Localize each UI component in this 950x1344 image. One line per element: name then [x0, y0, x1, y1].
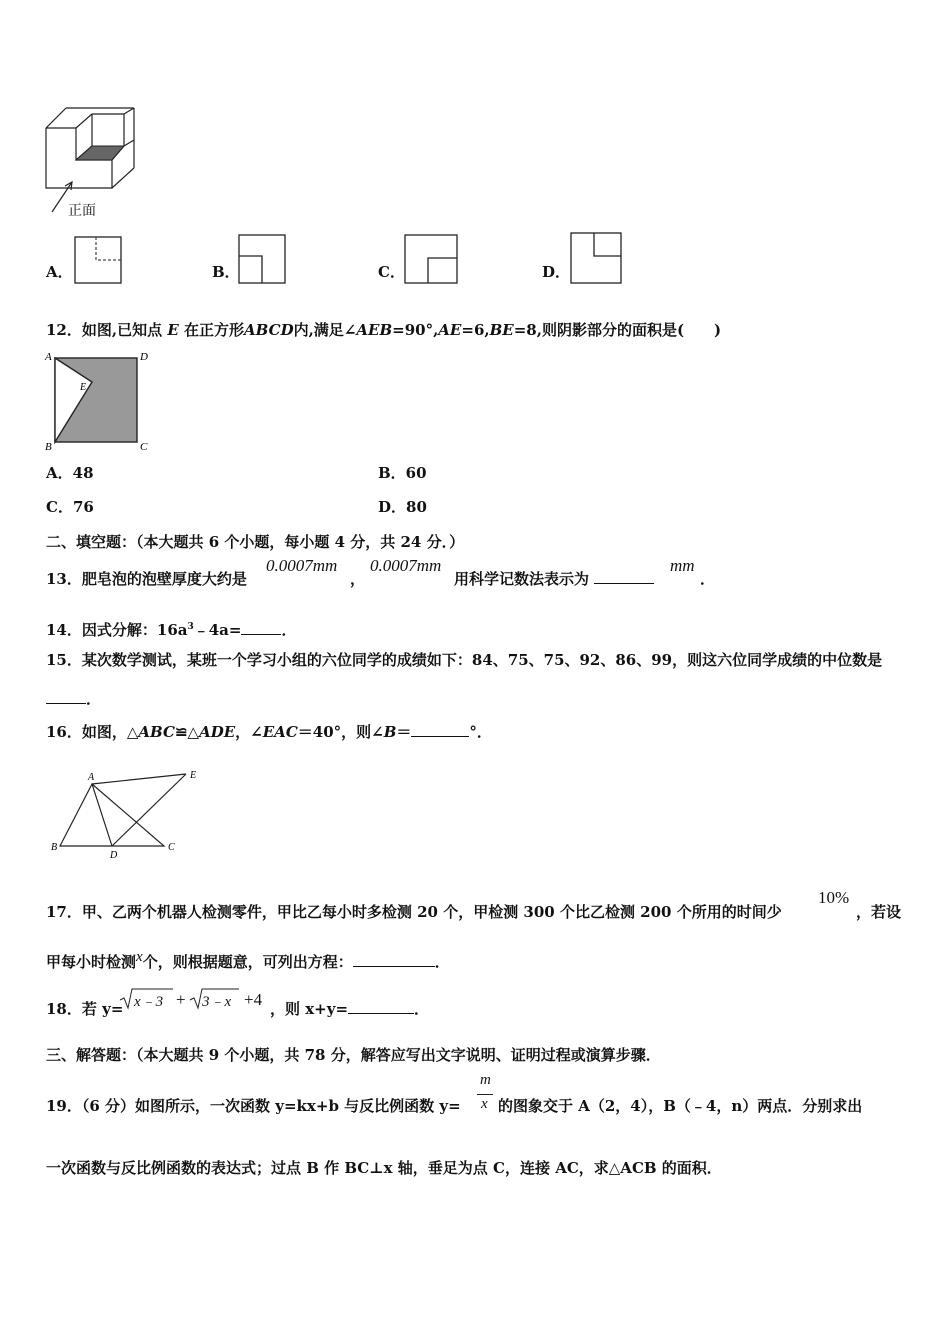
q12-label-b: B [45, 441, 52, 453]
q12-option-b[interactable]: B．60 [378, 464, 427, 482]
q19-fraction-den: x [481, 1096, 488, 1112]
q16-label-c: C [168, 842, 175, 853]
q11-option-a[interactable]: A． [46, 263, 73, 281]
q15-question: 15．某次数学测试，某班一个学习小组的六位同学的成绩如下：84、75、75、92、86、99，则这六位同学成绩的中位数是 [46, 651, 883, 669]
q19-question: 19．（6 分）如图所示，一次函数 y=kx+b 与反比例函数 y= [46, 1097, 461, 1115]
q18-radicand-1: x﹣3 [134, 994, 164, 1010]
q12-label-c: C [140, 441, 148, 453]
q11-option-b-figure [238, 234, 286, 284]
q12-square-figure [40, 346, 156, 456]
q17-question: 17．甲、乙两个机器人检测零件，甲比乙每小时多检测 20 个，甲检测 300 个比乙检测 200 个所用的时间少 [46, 903, 782, 921]
q12-label-e: E [80, 382, 87, 393]
q12-label-a: A [45, 351, 52, 363]
q15-answer: ． [46, 689, 101, 709]
q15-answer-blank[interactable] [46, 689, 86, 704]
q18-plus-1: + [176, 990, 186, 1009]
q17-percent: 10% [818, 888, 850, 907]
q17-answer-blank[interactable] [353, 952, 435, 967]
section-2-heading: 二、填空题：（本大题共 6 个小题，每小题 4 分，共 24 分．） [46, 533, 465, 551]
q19-question-cont: 的图象交于 A（2，4），B（﹣4，n）两点．分别求出 [498, 1097, 863, 1115]
q19-fraction-bar [477, 1094, 493, 1095]
q14-answer-blank[interactable] [241, 620, 281, 635]
q14-question: 14．因式分解：$16a^3﹣4a=$ ． [46, 621, 297, 639]
q11-option-c-figure [404, 234, 458, 284]
q11-front-label: 正面 [68, 203, 96, 219]
q11-option-d-figure [570, 232, 622, 284]
q16-answer-blank[interactable] [411, 722, 469, 737]
q13-question: 13．肥皂泡的泡壁厚度大约是 [46, 570, 247, 588]
q11-option-b[interactable]: B． [212, 263, 240, 281]
q13-question-tail: 用科学记数法表示为 [454, 569, 654, 589]
q12-option-a[interactable]: A．48 [46, 464, 94, 482]
q16-label-e: E [190, 770, 197, 781]
q16-label-a: A [88, 772, 95, 783]
q13-value-2: 0.0007mm [370, 556, 442, 575]
q18-radicand-2: 3﹣x [202, 994, 232, 1010]
q19-fraction-num: m [480, 1072, 491, 1088]
q11-option-c[interactable]: C． [378, 263, 405, 281]
q17-question-end: ，若设 [856, 903, 902, 921]
q12-label-d: D [140, 351, 148, 363]
q13-answer-blank[interactable] [594, 569, 654, 584]
q16-label-b: B [51, 842, 58, 853]
q18-question-tail: ，则 x+y= ． [270, 1000, 430, 1018]
q19-question-line2: 一次函数与反比例函数的表达式；过点 B 作 BC⊥x 轴，垂足为点 C，连接 AC，求△ACB 的面积． [46, 1159, 722, 1177]
q13-value-1: 0.0007mm [266, 556, 338, 575]
q12-option-d[interactable]: D．80 [378, 498, 427, 516]
q13-unit: mm [670, 556, 695, 575]
q11-option-a-figure [74, 236, 122, 284]
q18-question: 18．若 y= [46, 1000, 124, 1018]
q11-option-d[interactable]: D． [542, 263, 571, 281]
q12-option-c[interactable]: C．76 [46, 498, 94, 516]
q18-answer-blank[interactable] [348, 999, 414, 1014]
q16-question: 16．如图，△ABC≌△ADE，∠EAC＝40°，则∠B＝ °． [46, 723, 492, 741]
q18-plus-2: +4 [244, 990, 263, 1009]
q16-triangle-figure [46, 766, 206, 862]
q12-question: 12．如图,已知点 E 在正方形ABCD内,满足∠AEB=90°,AE=6,BE=8,则阴影部分的面积是( ) [46, 321, 722, 339]
q13-separator: ， [350, 570, 366, 588]
q17-question-line2: 甲每小时检测x个，则根据题意，可列出方程： ． [46, 949, 450, 971]
q13-end: ． [700, 570, 716, 588]
q16-label-d: D [110, 850, 118, 861]
section-3-heading: 三、解答题：（本大题共 9 个小题，共 78 分，解答应写出文字说明、证明过程或演算步骤． [46, 1046, 661, 1064]
